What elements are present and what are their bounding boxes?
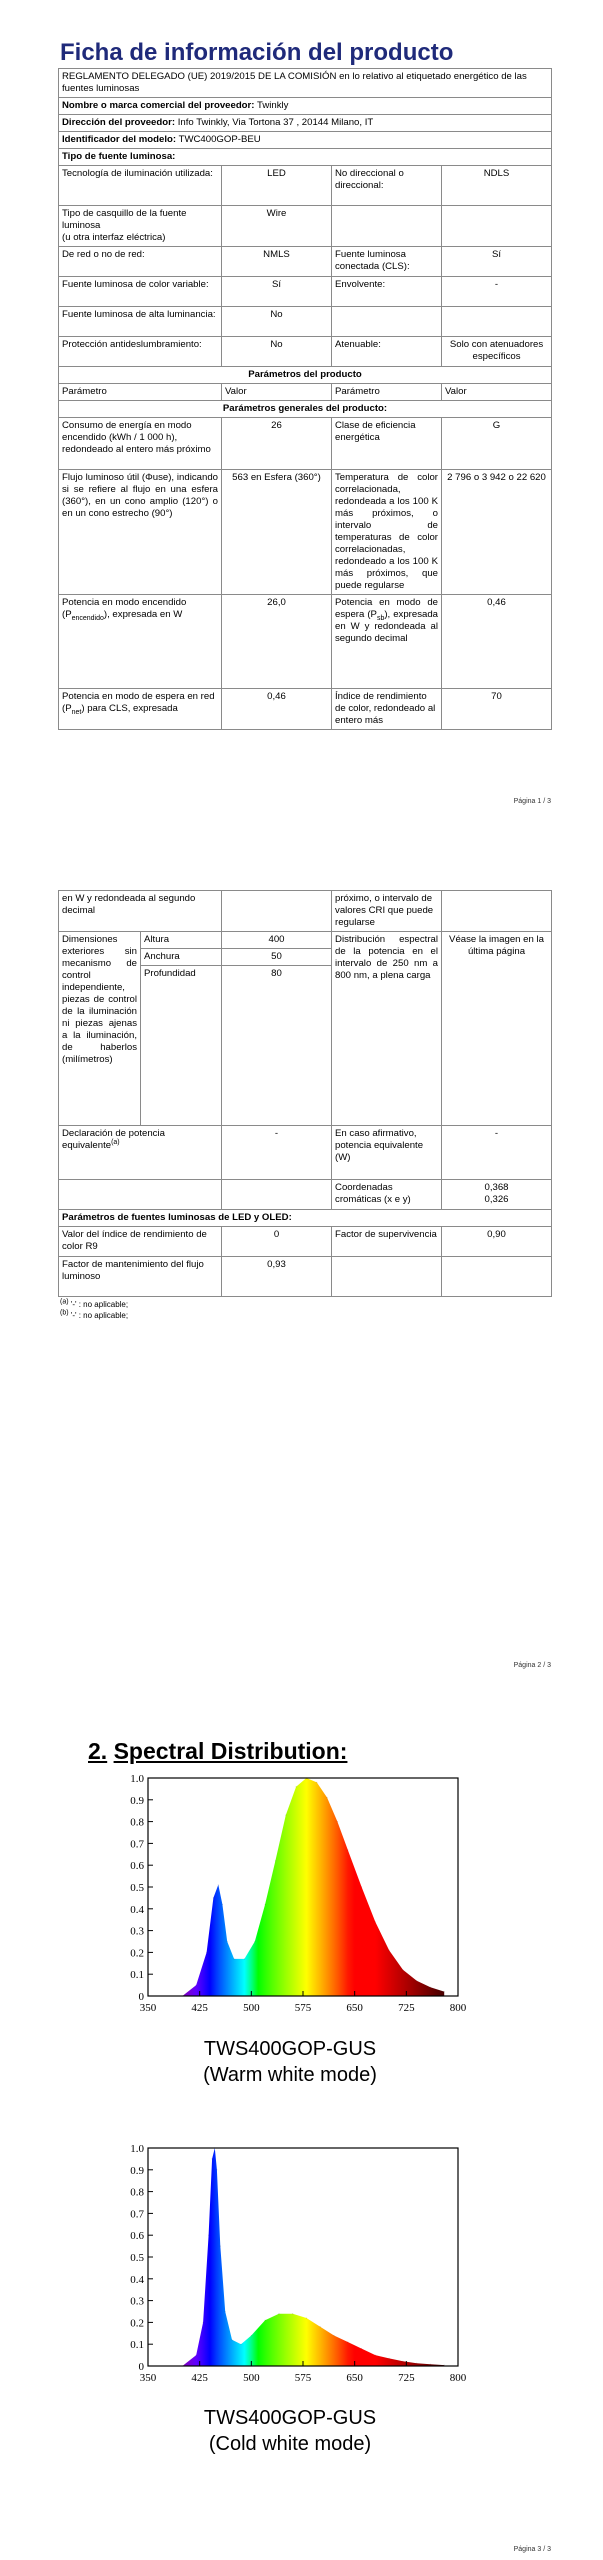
efficiency-label: Clase de eficiencia energética [332, 418, 442, 470]
y-tick-label: 0.6 [130, 2230, 144, 2243]
y-tick-label: 0.4 [130, 1903, 144, 1916]
data-point [306, 2317, 307, 2318]
depth-label: Profundidad [141, 966, 222, 1126]
cell-value [442, 307, 552, 337]
data-point [444, 1991, 445, 1992]
source-type-table [58, 165, 552, 730]
info-table [58, 68, 552, 166]
data-point [327, 1797, 328, 1798]
spectral-title-text: Spectral Distribution: [113, 1738, 348, 1764]
data-point [225, 2311, 226, 2312]
x-tick-label: 500 [243, 2372, 260, 2384]
energy-value: 26 [222, 418, 332, 470]
y-tick-label: 0.8 [130, 2186, 144, 2199]
width-label: Anchura [141, 949, 222, 966]
cell-value: Wire [222, 206, 332, 247]
data-point [320, 2326, 321, 2327]
warm-caption [130, 2036, 450, 2088]
y-tick-label: 0.3 [130, 2295, 144, 2308]
equiv-yes-value: - [442, 1126, 552, 1180]
cell-label: Protección antideslumbramiento: [59, 337, 222, 367]
cell-label: Tecnología de iluminación utilizada: [59, 166, 222, 206]
x-tick-label: 575 [294, 2002, 312, 2014]
y-tick-label: 0.6 [130, 1860, 144, 1873]
y-tick-label: 1.0 [130, 1773, 144, 1785]
footnote-b [60, 1310, 551, 1321]
model-label: Identificador del modelo: [62, 134, 177, 145]
cold-caption [130, 2405, 450, 2457]
cell-label: No direccional o direccional: [332, 166, 442, 206]
table-row [59, 470, 552, 595]
standby-label-b: ), expresada en W y redondeada al segundo decimal [335, 609, 439, 644]
sheet-page-1 [58, 38, 551, 730]
cct-value: 2 796 o 3 942 o 22 620 [442, 470, 552, 595]
address-label: Dirección del proveedor: [62, 117, 176, 128]
dims-label: Dimensiones exteriores sin mecanismo de control independiente, piezas de control de la iluminación ni piezas ajenas a la iluminación, de haberlos (milímetros) [59, 932, 141, 1126]
table-row [59, 1257, 552, 1297]
page-1 [0, 0, 603, 810]
brand-value: Twinkly [256, 100, 289, 111]
cell-value: NMLS [222, 247, 332, 277]
x-tick-label: 800 [449, 2372, 467, 2384]
cell-value: No [222, 337, 332, 367]
page-2 [0, 830, 603, 1680]
efficiency-value: G [442, 418, 552, 470]
cell-empty [442, 891, 552, 932]
table-row [59, 166, 552, 206]
flux-label: Flujo luminoso útil (Φuse), indicando si se refiere al flujo en una esfera (360°), en un cono amplio (120°) o en un cono estrecho (90°) [59, 470, 222, 595]
chroma-x: 0,368 [484, 1182, 509, 1193]
power-on-label-sub: encendido [71, 614, 104, 622]
y-tick-label: 0.2 [130, 1947, 144, 1960]
cri-label: Índice de rendimiento de color, redondeado al entero más [332, 689, 442, 730]
page-3 [0, 1700, 603, 2560]
spectral-title [88, 1738, 347, 1765]
x-tick-label: 650 [346, 2372, 363, 2384]
y-tick-label: 1.0 [130, 2143, 144, 2155]
chroma-y: 0,326 [484, 1194, 509, 1205]
cell-value: NDLS [442, 166, 552, 206]
col-param: Parámetro [332, 384, 442, 401]
table-row [59, 1180, 552, 1210]
cold-caption-mode: (Cold white mode) [208, 2433, 372, 2455]
y-tick-label: 0.7 [130, 1838, 144, 1851]
data-point [361, 1886, 362, 1887]
cell-value: No [222, 307, 332, 337]
footnote-a [60, 1299, 551, 1310]
spectrum-area [182, 2148, 444, 2366]
power-on-label-b: ), expresada en W [103, 609, 183, 620]
y-tick-label: 0.8 [130, 1816, 144, 1829]
cell-empty [59, 1180, 222, 1210]
chroma-label: Coordenadas cromáticas (x e y) [332, 1180, 442, 1210]
data-point [285, 1814, 286, 1815]
equiv-value: - [222, 1126, 332, 1180]
x-tick-label: 800 [449, 2002, 467, 2014]
brand-row [59, 98, 552, 115]
footnote-a-text: '-' : no aplicable; [70, 1300, 129, 1309]
data-point [292, 2313, 293, 2314]
data-point [254, 1941, 255, 1942]
cell-label: Atenuable: [332, 337, 442, 367]
data-point [416, 2363, 417, 2364]
data-point [389, 1950, 390, 1951]
netstandby-value: 0,46 [222, 689, 332, 730]
flux-value: 563 en Esfera (360°) [222, 470, 332, 595]
table-row [59, 277, 552, 307]
cell-empty [332, 1257, 442, 1297]
survival-label: Factor de supervivencia [332, 1227, 442, 1257]
cell-empty [442, 1257, 552, 1297]
data-point [251, 2335, 252, 2336]
data-point [333, 2335, 334, 2336]
y-tick-label: 0.1 [130, 2339, 144, 2352]
data-point [347, 1849, 348, 1850]
data-point [361, 2348, 362, 2349]
cell-value: Solo con atenuadores específicos [442, 337, 552, 367]
data-point [337, 1821, 338, 1822]
equiv-label-text: Declaración de potencia equivalente [62, 1128, 165, 1151]
led-header: Parámetros de fuentes luminosas de LED y OLED: [59, 1210, 552, 1227]
brand-label: Nombre o marca comercial del proveedor: [62, 100, 255, 111]
data-point [265, 2320, 266, 2321]
doc-title: Ficha de información del producto [60, 39, 454, 66]
cell-label: Fuente luminosa conectada (CLS): [332, 247, 442, 277]
page-number: Página 1 / 3 [513, 798, 551, 805]
x-tick-label: 425 [191, 2372, 208, 2384]
depth-value: 80 [222, 966, 332, 1126]
cell-value: - [442, 277, 552, 307]
data-point [220, 2246, 221, 2247]
power-on-label-a: Potencia en modo encendido (P [62, 597, 187, 620]
cell-value [442, 206, 552, 247]
y-tick-label: 0 [138, 1991, 144, 2003]
table-row [59, 307, 552, 337]
chroma-values [442, 1180, 552, 1210]
data-point [208, 2235, 209, 2236]
table-row [59, 1227, 552, 1257]
data-point [244, 1958, 245, 1959]
data-point [222, 1904, 223, 1905]
cell-value: Sí [222, 277, 332, 307]
data-point [402, 2361, 403, 2362]
warm-spectrum-chart [110, 1770, 470, 2030]
data-point [234, 1958, 235, 1959]
standby-label [332, 595, 442, 689]
page-number: Página 2 / 3 [513, 1662, 551, 1669]
params-header: Parámetros del producto [59, 367, 552, 384]
general-header: Parámetros generales del producto: [59, 401, 552, 418]
equiv-sup: (a) [111, 1138, 120, 1146]
netstandby-label-a: Potencia en modo de espera en red (P [62, 691, 215, 714]
power-on-value: 26,0 [222, 595, 332, 689]
data-point [296, 1786, 297, 1787]
height-value: 400 [222, 932, 332, 949]
height-label: Altura [141, 932, 222, 949]
footnote-b-sup: (b) [60, 1309, 69, 1317]
data-point [402, 1969, 403, 1970]
data-point [203, 2322, 204, 2323]
data-point [231, 2339, 232, 2340]
table-row [59, 337, 552, 367]
col-param: Parámetro [59, 384, 222, 401]
warm-caption-model: TWS400GOP-GUS [203, 2038, 377, 2060]
data-point [347, 2341, 348, 2342]
table-row [59, 1126, 552, 1180]
standby-label-sub: sb [376, 614, 385, 622]
table-row [59, 891, 552, 932]
regulation-text: REGLAMENTO DELEGADO (UE) 2019/2015 DE LA COMISIÓN en lo relativo al etiquetado energético de las fuentes luminosas [59, 69, 552, 98]
standby-value: 0,46 [442, 595, 552, 689]
cold-spectrum-chart [110, 2140, 470, 2400]
spectral-title-num: 2. [88, 1738, 108, 1764]
spectrum-area [182, 1778, 444, 1996]
data-point [196, 1985, 197, 1986]
r9-value: 0 [222, 1227, 332, 1257]
energy-label: Consumo de energía en modo encendido (kWh / 1 000 h), redondeado al entero más próximo [59, 418, 222, 470]
data-point [211, 2158, 212, 2159]
cell-label: De red o no de red: [59, 247, 222, 277]
y-tick-label: 0 [138, 2361, 144, 2373]
address-row [59, 115, 552, 132]
x-tick-label: 500 [243, 2002, 260, 2014]
params-table-cont [58, 890, 552, 1297]
data-point [218, 1884, 219, 1885]
standby-label-a: Potencia en modo de espera (P [335, 597, 438, 620]
spectral-label: Distribución espectral de la potencia en el intervalo de 250 nm a 800 nm, a plena carga [332, 932, 442, 1126]
x-tick-label: 350 [139, 2002, 157, 2014]
data-point [206, 1952, 207, 1953]
y-tick-label: 0.9 [130, 2164, 144, 2177]
data-point [430, 1987, 431, 1988]
cell-label [332, 307, 442, 337]
x-tick-label: 575 [294, 2372, 312, 2384]
data-point [430, 2364, 431, 2365]
x-tick-label: 425 [191, 2002, 208, 2014]
cell-empty [222, 891, 332, 932]
warm-caption-mode: (Warm white mode) [203, 2064, 377, 2086]
footnotes [58, 1299, 551, 1321]
data-point [278, 2313, 279, 2314]
y-tick-label: 0.4 [130, 2273, 144, 2286]
cell-label: Fuente luminosa de color variable: [59, 277, 222, 307]
col-value: Valor [222, 384, 332, 401]
data-point [213, 1897, 214, 1898]
data-point [196, 2355, 197, 2356]
data-point [316, 1782, 317, 1783]
y-tick-label: 0.2 [130, 2317, 144, 2330]
cell-empty [222, 1180, 332, 1210]
data-point [375, 2355, 376, 2356]
netstandby-label-sub: net [71, 708, 82, 716]
source-type-label: Tipo de fuente luminosa: [59, 149, 552, 166]
x-tick-label: 350 [139, 2372, 157, 2384]
sheet-page-2 [58, 890, 551, 1321]
x-tick-label: 650 [346, 2002, 363, 2014]
model-value: TWC400GOP-BEU [178, 134, 261, 145]
cell-label: Tipo de casquillo de la fuente luminosa (u otra interfaz eléctrica) [59, 206, 222, 247]
page-number: Página 3 / 3 [513, 2546, 551, 2553]
r9-label: Valor del índice de rendimiento de color R9 [59, 1227, 222, 1257]
cont-right: próximo, o intervalo de valores CRI que puede regularse [332, 891, 442, 932]
y-tick-label: 0.3 [130, 1925, 144, 1938]
netstandby-label-b: ) para CLS, expresada [81, 703, 178, 714]
survival-value: 0,90 [442, 1227, 552, 1257]
table-row [59, 932, 552, 949]
data-point [275, 1860, 276, 1861]
data-point [416, 1980, 417, 1981]
maint-value: 0,93 [222, 1257, 332, 1297]
data-point [375, 1921, 376, 1922]
maint-label: Factor de mantenimiento del flujo luminoso [59, 1257, 222, 1297]
equiv-label [59, 1126, 222, 1180]
power-on-label [59, 595, 222, 689]
data-point [227, 1941, 228, 1942]
address-value: Info Twinkly, Via Tortona 37 , 20144 Milano, IT [177, 117, 374, 128]
table-row [59, 689, 552, 730]
data-point [216, 2169, 217, 2170]
x-tick-label: 725 [398, 2002, 415, 2014]
footnote-a-sup: (a) [60, 1298, 69, 1306]
table-row [59, 247, 552, 277]
table-row [59, 595, 552, 689]
spectral-value: Véase la imagen en la última página [442, 932, 552, 1126]
cct-label: Temperatura de color correlacionada, redondeada a los 100 K más próximos, o intervalo de temperaturas de color correlacionadas, redondeado a los 100 K más próximos, que puede regularse [332, 470, 442, 595]
model-row [59, 132, 552, 149]
y-tick-label: 0.5 [130, 2252, 144, 2264]
cont-left: en W y redondeada al segundo decimal [59, 891, 222, 932]
width-value: 50 [222, 949, 332, 966]
y-tick-label: 0.9 [130, 1794, 144, 1807]
cell-value: LED [222, 166, 332, 206]
x-tick-label: 725 [398, 2372, 415, 2384]
data-point [240, 2344, 241, 2345]
equiv-yes-label: En caso afirmativo, potencia equivalente (W) [332, 1126, 442, 1180]
cell-label [332, 206, 442, 247]
table-row [59, 418, 552, 470]
footnote-b-text: '-' : no aplicable; [70, 1311, 129, 1320]
cell-label: Fuente luminosa de alta luminancia: [59, 307, 222, 337]
cri-value: 70 [442, 689, 552, 730]
cell-label: Envolvente: [332, 277, 442, 307]
y-tick-label: 0.5 [130, 1882, 144, 1894]
cell-value: Sí [442, 247, 552, 277]
cold-caption-model: TWS400GOP-GUS [203, 2407, 377, 2429]
data-point [265, 1904, 266, 1905]
data-point [389, 2358, 390, 2359]
y-tick-label: 0.1 [130, 1969, 144, 1982]
netstandby-label [59, 689, 222, 730]
y-tick-label: 0.7 [130, 2208, 144, 2221]
table-row [59, 206, 552, 247]
table-header-row [59, 384, 552, 401]
col-value: Valor [442, 384, 552, 401]
